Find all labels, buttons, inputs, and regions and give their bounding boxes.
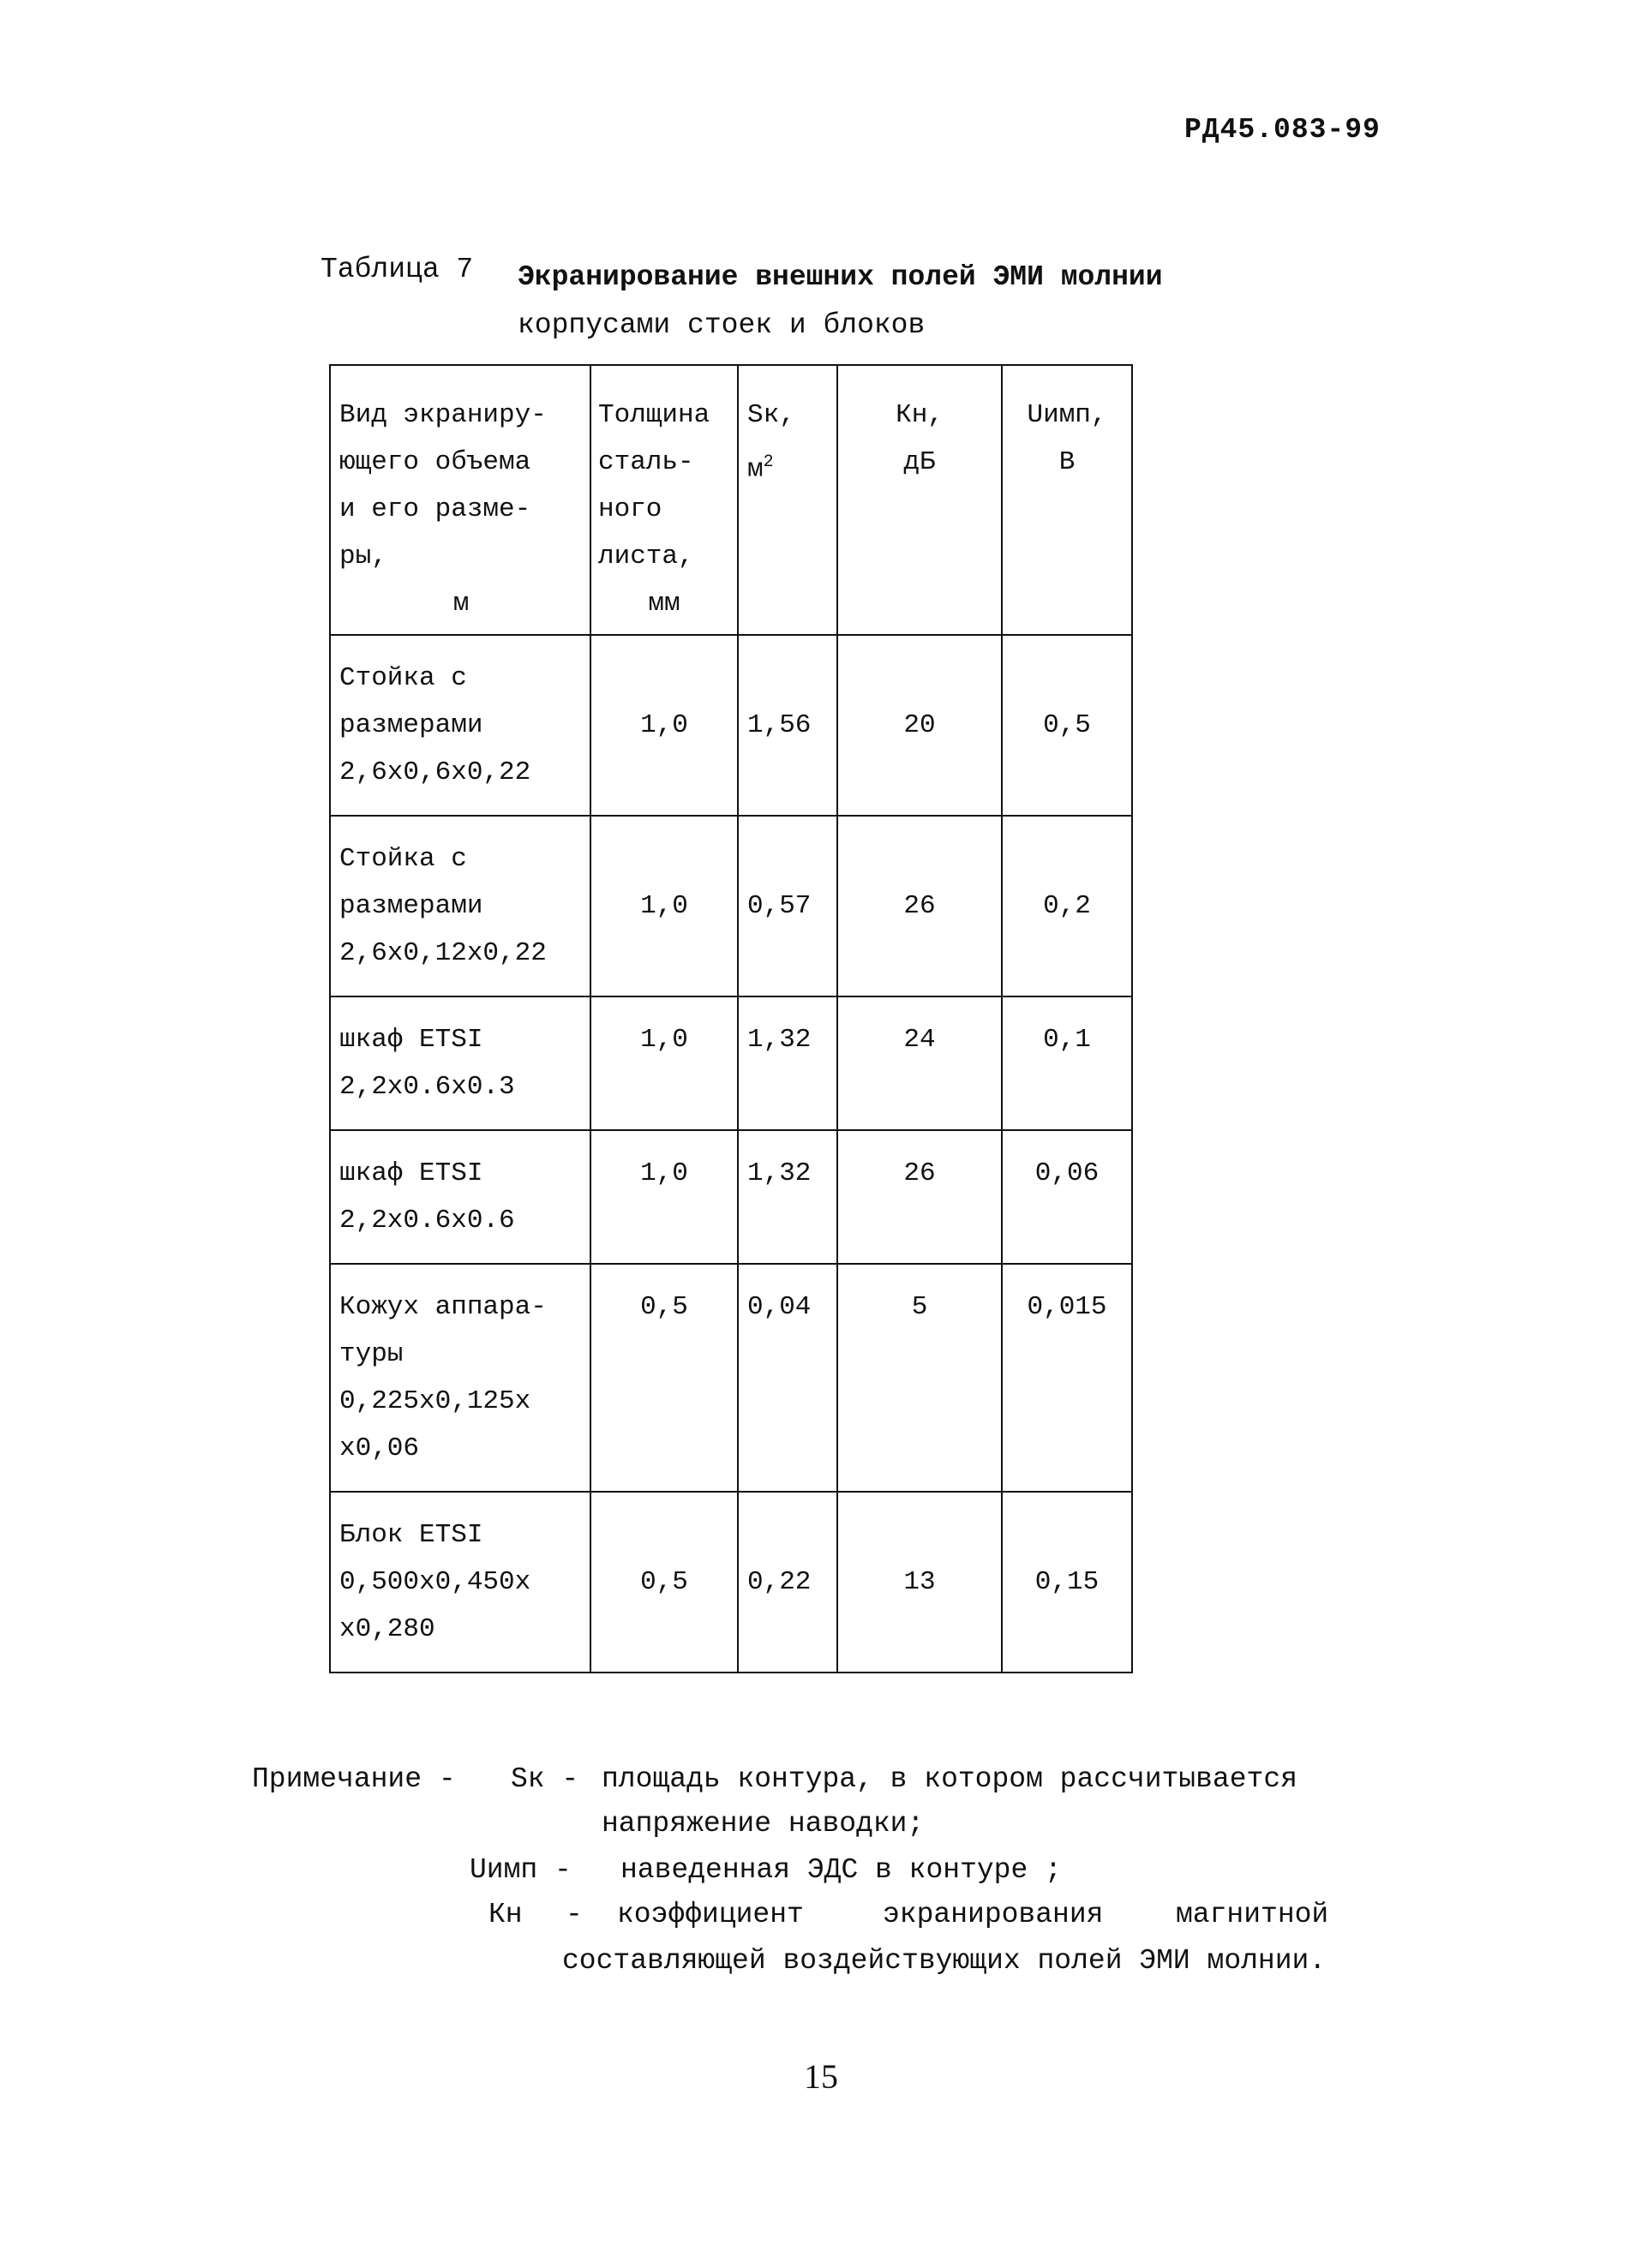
cell-shield-volume: шкаф ETSI 2,2x0.6x0.3 — [330, 996, 590, 1130]
cell-sk: 1,56 — [738, 635, 837, 816]
page-number: 15 — [804, 2057, 838, 2096]
cell-kn: 26 — [837, 816, 1002, 996]
header-shield-volume-unit: м — [452, 589, 470, 619]
header-shield-volume-line: ры, — [339, 542, 387, 571]
header-thickness-line: листа, — [598, 542, 694, 571]
note-sk-definition-line-2: напряжение наводки; — [602, 1808, 925, 1840]
cell-kn: 20 — [837, 635, 1002, 816]
cell-kn: 26 — [837, 1130, 1002, 1264]
header-shield-volume-line: ющего объема — [339, 447, 531, 477]
table-caption-title — [518, 254, 1163, 350]
note-kn-definition-line-2: составляющей воздействующих полей ЭМИ молнии. — [562, 1945, 1327, 1977]
note-kn-definition-word-1: коэффициент — [617, 1899, 804, 1930]
note-kn-dash: - — [566, 1899, 583, 1930]
cell-u-imp: 0,06 — [1002, 1130, 1132, 1264]
header-u-imp — [1002, 365, 1132, 635]
cell-u-imp: 0,015 — [1002, 1264, 1132, 1492]
header-thickness-line: ного — [598, 494, 662, 524]
cell-thickness: 1,0 — [590, 816, 738, 996]
note-kn-definition-word-3: магнитной — [1176, 1899, 1329, 1930]
header-sk-unit-base: м — [747, 454, 764, 485]
document-code: РД45.083-99 — [1184, 114, 1381, 146]
header-sk-unit — [747, 439, 830, 493]
header-kn — [837, 365, 1002, 635]
note-label: Примечание - — [252, 1763, 456, 1795]
header-thickness-line: сталь- — [598, 447, 694, 477]
header-shield-volume-line: Вид экраниру- — [339, 400, 547, 430]
cell-u-imp: 0,15 — [1002, 1492, 1132, 1673]
header-u-imp-unit: В — [1058, 447, 1076, 477]
table-row — [330, 1492, 1132, 1673]
cell-u-imp: 0,2 — [1002, 816, 1132, 996]
header-shield-volume-line: и его разме- — [339, 494, 531, 524]
table-row — [330, 635, 1132, 816]
cell-sk: 1,32 — [738, 1130, 837, 1264]
cell-shield-volume: Кожух аппара- туры 0,225x0,125x x0,06 — [330, 1264, 590, 1492]
table-row — [330, 996, 1132, 1130]
header-kn-symbol: Кн, — [896, 400, 944, 430]
cell-sk: 0,22 — [738, 1492, 837, 1673]
header-shield-volume — [330, 365, 590, 635]
cell-sk: 0,04 — [738, 1264, 837, 1492]
caption-title-line-2: корпусами стоек и блоков — [518, 309, 926, 341]
table-row — [330, 1264, 1132, 1492]
cell-kn: 24 — [837, 996, 1002, 1130]
cell-thickness: 0,5 — [590, 1492, 738, 1673]
header-thickness-line: Толщина — [598, 400, 710, 430]
note-kn-definition-word-2: экранирования — [883, 1899, 1104, 1930]
header-sheet-thickness — [590, 365, 738, 635]
cell-u-imp: 0,1 — [1002, 996, 1132, 1130]
cell-sk: 1,32 — [738, 996, 837, 1130]
cell-thickness: 1,0 — [590, 1130, 738, 1264]
note-kn-term: Кн — [488, 1899, 523, 1930]
cell-thickness: 1,0 — [590, 635, 738, 816]
cell-shield-volume: шкаф ETSI 2,2x0.6x0.6 — [330, 1130, 590, 1264]
cell-thickness: 0,5 — [590, 1264, 738, 1492]
cell-shield-volume: Стойка с размерами 2,6x0,6x0,22 — [330, 635, 590, 816]
table-row — [330, 816, 1132, 996]
caption-title-line-1: Экранирование внешних полей ЭМИ молнии — [518, 261, 1163, 293]
cell-shield-volume: Блок ETSI 0,500x0,450x x0,280 — [330, 1492, 590, 1673]
table-header-row — [330, 365, 1132, 635]
cell-shield-volume: Стойка с размерами 2,6x0,12x0,22 — [330, 816, 590, 996]
shielding-table — [329, 364, 1133, 1673]
cell-thickness: 1,0 — [590, 996, 738, 1130]
note-sk-definition-line-1: площадь контура, в котором рассчитывается — [602, 1763, 1297, 1795]
note-sk-term: Sк - — [511, 1763, 579, 1795]
cell-kn: 13 — [837, 1492, 1002, 1673]
cell-sk: 0,57 — [738, 816, 837, 996]
header-kn-unit: дБ — [903, 447, 936, 477]
note-u-imp-term: Uимп - — [470, 1854, 572, 1886]
header-thickness-unit: мм — [648, 589, 680, 619]
cell-u-imp: 0,5 — [1002, 635, 1132, 816]
header-sk-unit-exponent: 2 — [763, 452, 774, 472]
header-u-imp-symbol: Uимп, — [1027, 400, 1107, 430]
header-sk-symbol: Sк, — [747, 400, 795, 430]
table-row — [330, 1130, 1132, 1264]
note-u-imp-definition: наведенная ЭДС в контуре ; — [620, 1854, 1062, 1886]
table-caption-label: Таблица 7 — [321, 254, 474, 285]
cell-kn: 5 — [837, 1264, 1002, 1492]
header-sk — [738, 365, 837, 635]
